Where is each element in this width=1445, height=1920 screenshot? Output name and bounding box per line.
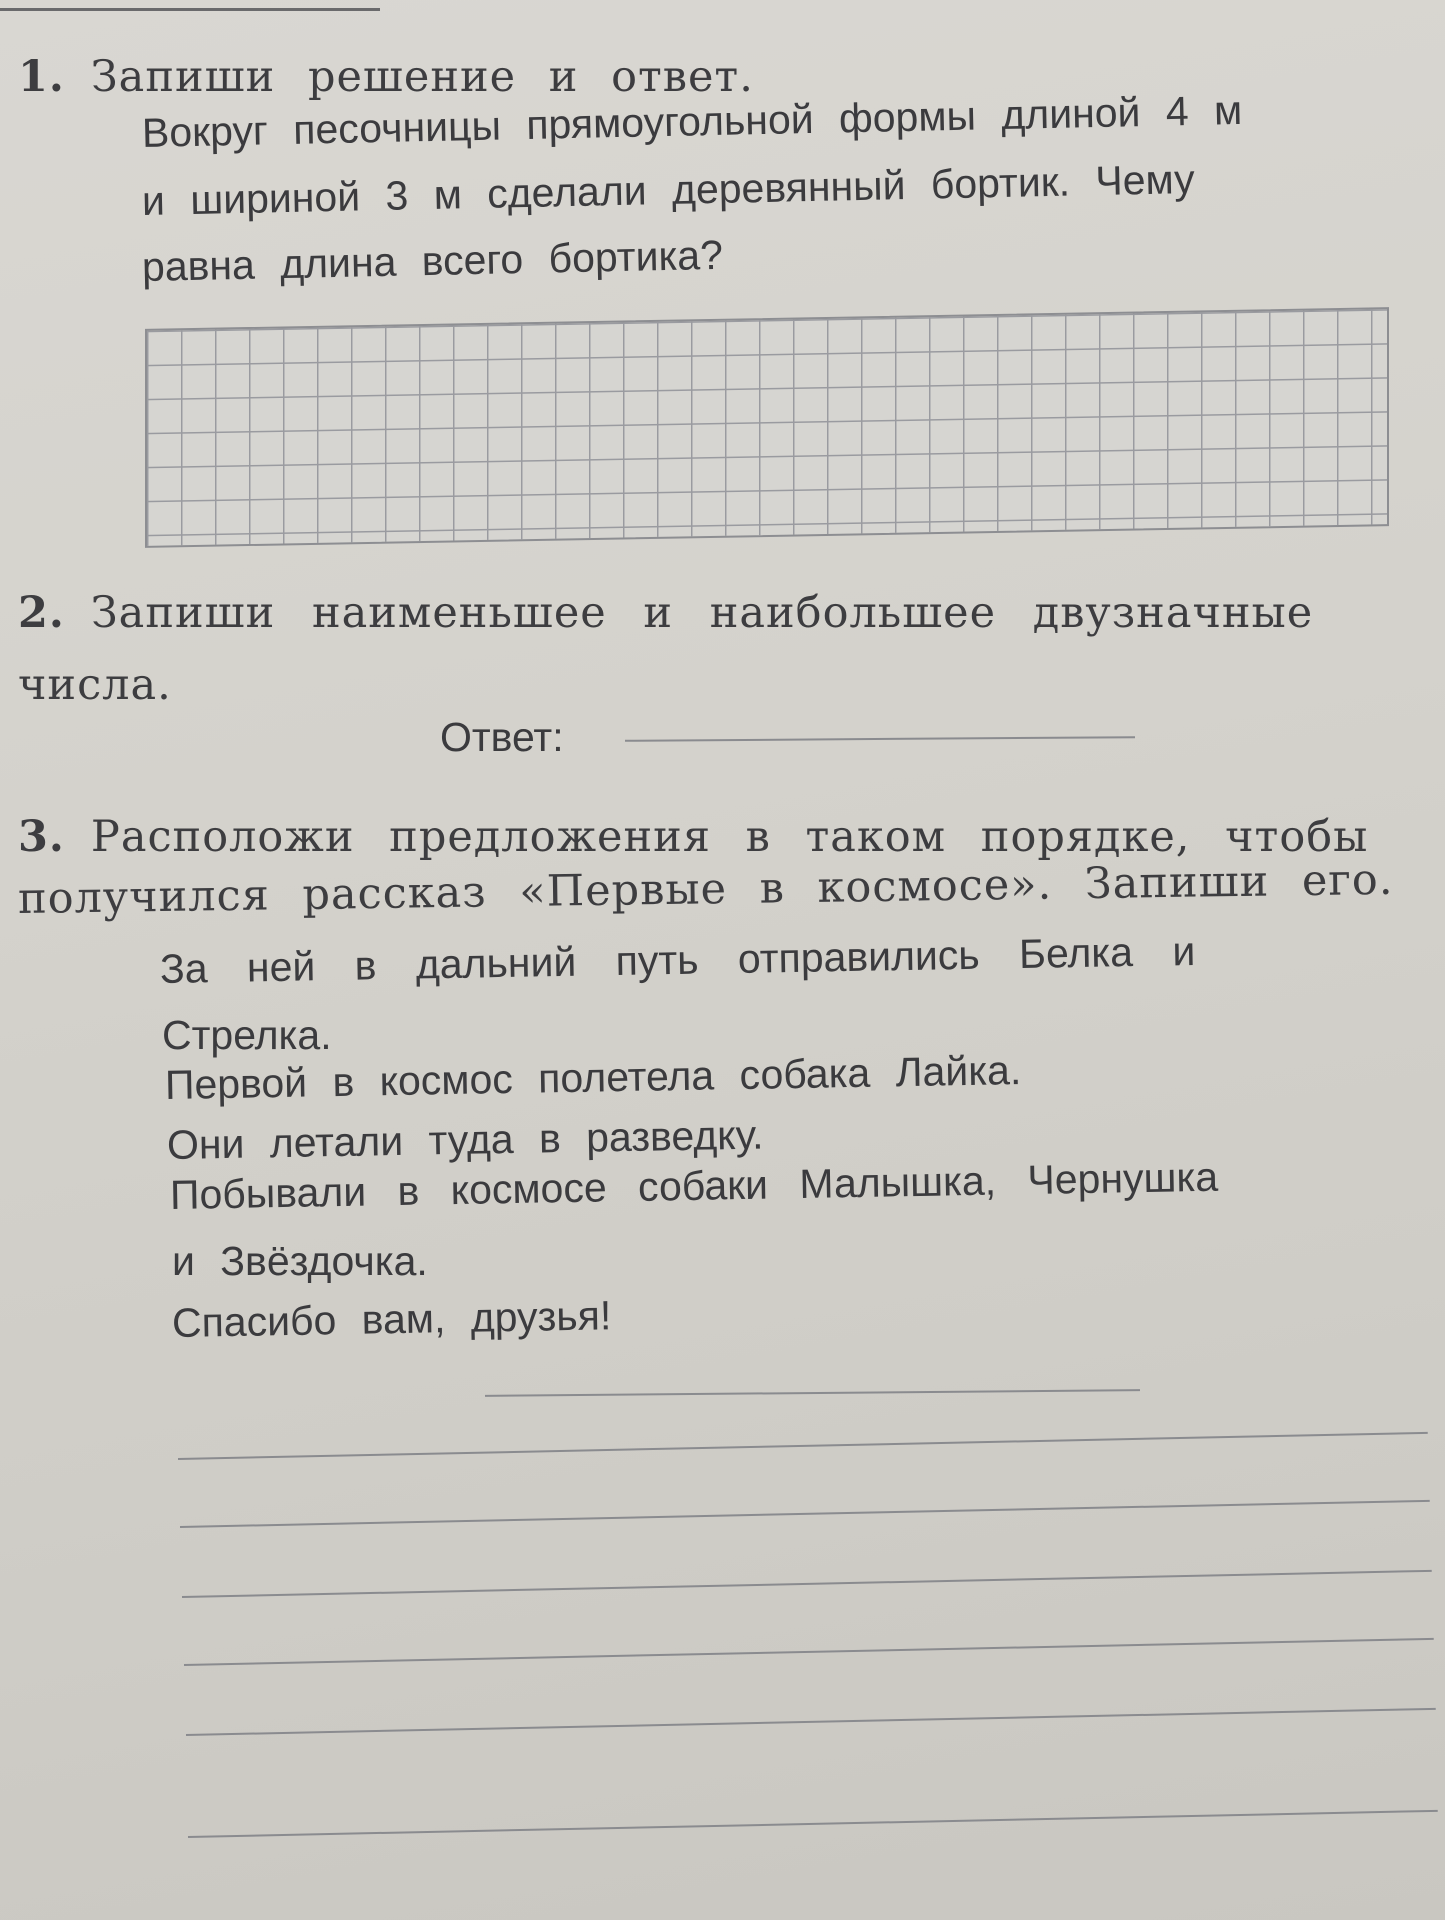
task2-heading bbox=[18, 588, 1313, 638]
task1-heading bbox=[18, 52, 754, 102]
task1-instruction: Запиши решение и ответ. bbox=[90, 52, 754, 102]
task3-sentence-2: Первой в космос полетела собака Лайка. bbox=[164, 1047, 1022, 1108]
task2-answer-label: Ответ: bbox=[440, 714, 564, 760]
task1-line-3: равна длина всего бортика? bbox=[141, 231, 724, 290]
writing-line-1[interactable] bbox=[485, 1389, 1140, 1397]
task2-number: 2. bbox=[18, 588, 65, 638]
writing-line-4[interactable] bbox=[182, 1570, 1432, 1598]
writing-line-5[interactable] bbox=[184, 1638, 1434, 1666]
writing-line-6[interactable] bbox=[186, 1708, 1436, 1736]
task1-line-1: Вокруг песочницы прямоугольной формы длиной 4 м bbox=[141, 86, 1243, 156]
task3-sentence-5: Спасибо вам, друзья! bbox=[171, 1292, 612, 1346]
task3-sentence-1: За ней в дальний путь отправились Белка и bbox=[159, 927, 1196, 992]
top-divider bbox=[0, 8, 380, 11]
task3-line-1: Расположи предложения в таком порядке, чтобы bbox=[90, 812, 1369, 862]
writing-line-2[interactable] bbox=[178, 1432, 1428, 1460]
task1-number: 1. bbox=[18, 52, 65, 102]
task2-line-2: числа. bbox=[18, 660, 172, 710]
squared-answer-grid[interactable] bbox=[145, 307, 1389, 548]
task3-heading bbox=[18, 812, 1368, 862]
task2-answer-line[interactable] bbox=[625, 736, 1135, 742]
writing-line-3[interactable] bbox=[180, 1500, 1430, 1528]
task1-line-2: и шириной 3 м сделали деревянный бортик. Чему bbox=[141, 155, 1196, 224]
task3-line-2: получился рассказ «Первые в космосе». Запиши его. bbox=[17, 854, 1394, 924]
task3-sentence-4: Побывали в космосе собаки Малышка, Чернушка bbox=[169, 1153, 1219, 1218]
task3-sentence-1-cont: Стрелка. bbox=[162, 1012, 332, 1058]
task2-line-1: Запиши наименьшее и наибольшее двузначные bbox=[90, 588, 1314, 638]
task3-sentence-3: Они летали туда в разведку. bbox=[166, 1111, 764, 1168]
task3-sentence-4-cont: и Звёздочка. bbox=[172, 1238, 428, 1284]
task3-number: 3. bbox=[18, 812, 65, 862]
writing-line-7[interactable] bbox=[188, 1810, 1438, 1838]
